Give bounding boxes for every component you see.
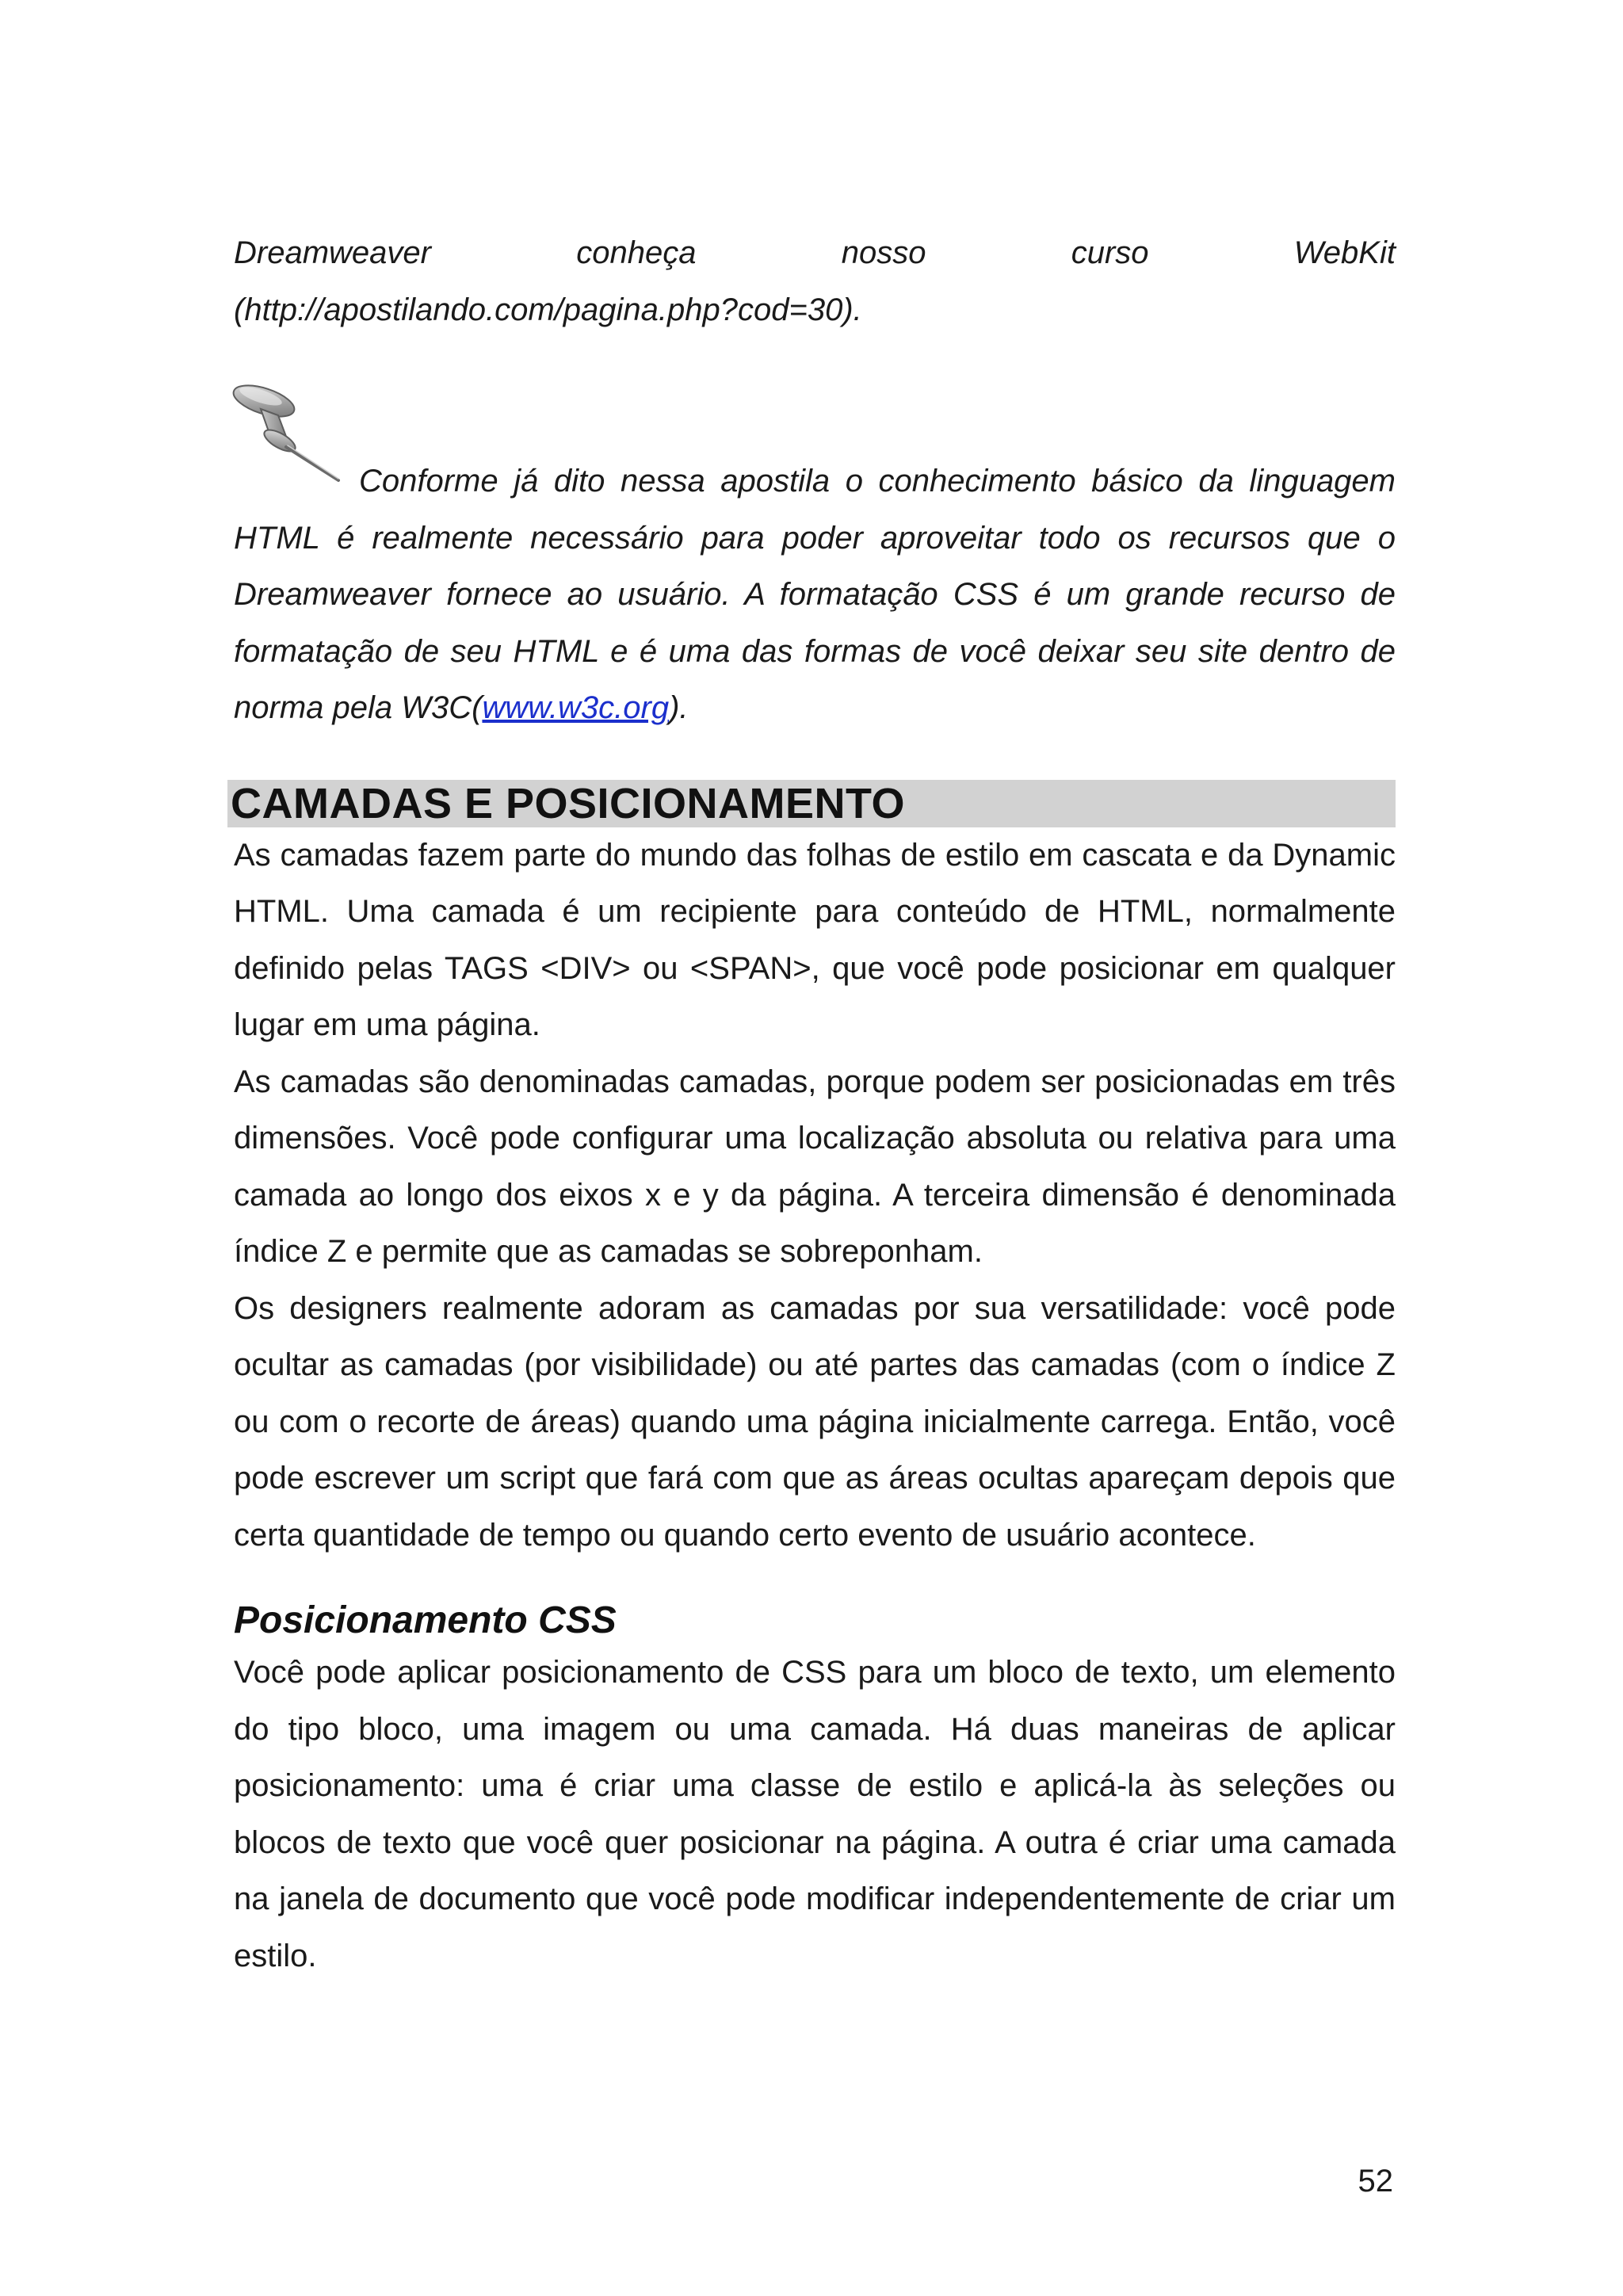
section-paragraph: As camadas são denominadas camadas, porque podem ser posicionadas em três dimensões. Você pode configurar uma localização absoluta ou relativa para uma camada ao longo dos eixos x e y da página. A terceira dimensão é denominada índice Z e permite que as camadas se sobreponham. xyxy=(234,1064,1396,1269)
w3c-link[interactable]: www.w3c.org xyxy=(482,690,670,725)
page-number: 52 xyxy=(1358,2164,1393,2199)
intro-word: nosso xyxy=(841,235,926,270)
document-page xyxy=(231,225,1396,1985)
pushpin-icon xyxy=(229,377,348,484)
section-paragraph: Os designers realmente adoram as camadas por sua versatilidade: você pode ocultar as camadas (por visibilidade) ou até partes das camadas (com o índice Z ou com o recorte de áreas) quando uma página inicialmente carrega. Então, você pode escrever um script que fará com que as áreas ocultas apareçam depois que certa quantidade de tempo ou quando certo evento de usuário acontece. xyxy=(234,1290,1396,1553)
intro-course-line xyxy=(234,225,1396,282)
intro-word: WebKit xyxy=(1293,235,1396,270)
section-heading: CAMADAS E POSICIONAMENTO xyxy=(227,780,1396,827)
subsection-heading: Posicionamento CSS xyxy=(234,1599,617,1641)
intro-word: Dreamweaver xyxy=(234,235,431,270)
intro-url: (http://apostilando.com/pagina.php?cod=30). xyxy=(234,292,862,327)
note-text-before-link: Conforme já dito nessa apostila o conhecimento básico da linguagem HTML é realmente necessário para poder aproveitar todo os recursos que o Dreamweaver fornece ao usuário. A formatação CSS é um grande recurso de formatação de seu HTML e é uma das formas de você deixar seu site dentro de norma pela W3C( xyxy=(234,464,1396,725)
note-text-after-link: ). xyxy=(669,690,689,725)
note-text xyxy=(234,377,1396,737)
section-paragraph: As camadas fazem parte do mundo das folhas de estilo em cascata e da Dynamic HTML. Uma camada é um recipiente para conteúdo de HTML, normalmente definido pelas TAGS <DIV> ou <SPAN>, que você pode posicionar em qualquer lugar em uma página. xyxy=(234,837,1396,1042)
note-box xyxy=(234,377,1396,737)
subsection-paragraph: Você pode aplicar posicionamento de CSS para um bloco de texto, um elemento do tipo bloco, uma imagem ou uma camada. Há duas maneiras de aplicar posicionamento: uma é criar uma classe de estilo e aplicá-la às seleções ou blocos de texto que você quer posicionar na página. A outra é criar uma camada na janela de documento que você pode modificar independentemente de criar um estilo. xyxy=(234,1655,1396,1973)
intro-word: curso xyxy=(1071,235,1149,270)
intro-word: conheça xyxy=(576,235,697,270)
